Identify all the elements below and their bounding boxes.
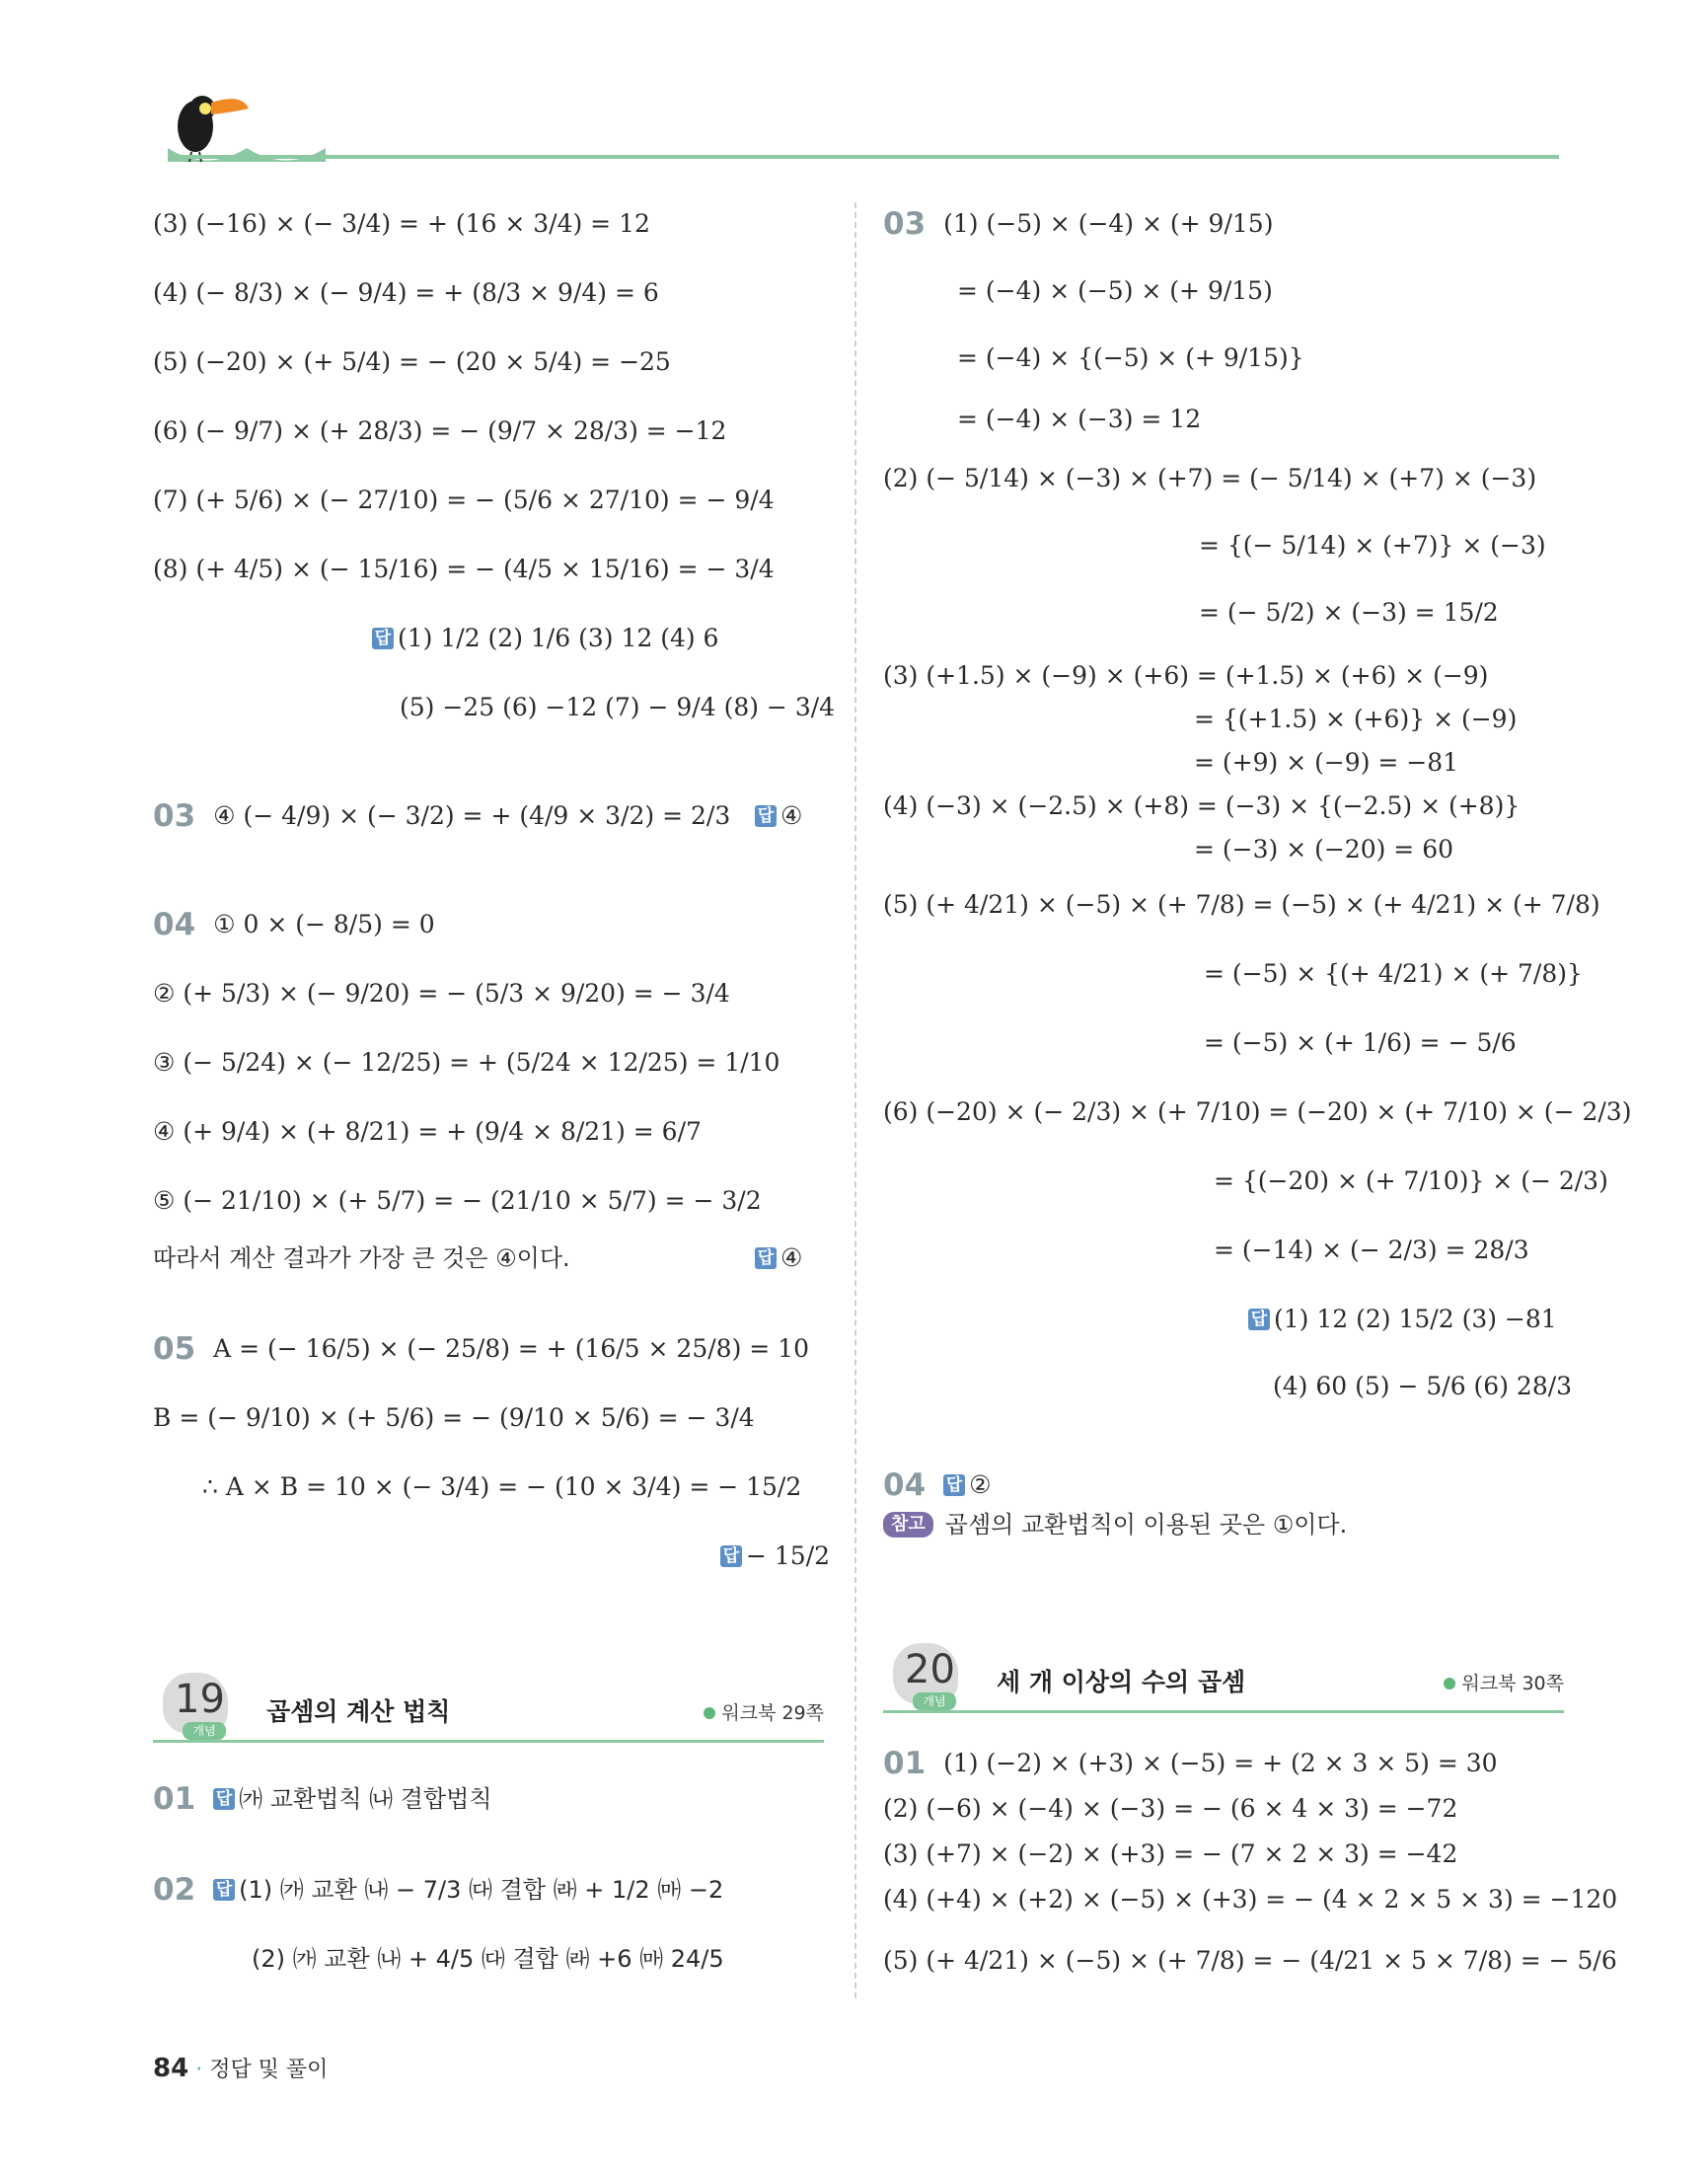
r-q03-line-7: = (− 5/2) × (−3) = 15/2 xyxy=(1199,598,1499,627)
r-q03-answer-row-2: (4) 60 (5) − 5/6 (6) 28/3 xyxy=(1273,1372,1573,1400)
q04-conclusion: 따라서 계산 결과가 가장 큰 것은 ④이다. xyxy=(153,1244,570,1272)
question-number: 01 xyxy=(883,1746,927,1781)
r-q03-line-4: = (−4) × (−3) = 12 xyxy=(957,405,1202,433)
section-title: 곱셈의 계산 법칙 xyxy=(266,1697,451,1726)
r-q03-line-6: = {(− 5/14) × (+7)} × (−3) xyxy=(1199,531,1546,560)
right-column xyxy=(883,192,1632,2048)
q05-line-3: ∴ A × B = 10 × (− 3/4) = − (10 × 3/4) = − 15/2 xyxy=(202,1472,802,1501)
answer-mark: 답 xyxy=(720,1545,742,1567)
r-q03-line-13: (5) (+ 4/21) × (−5) × (+ 7/8) = (−5) × (+ 4/21) × (+ 7/8) xyxy=(883,890,1600,919)
page-footer: 84 · 정답 및 풀이 xyxy=(153,2054,329,2083)
r-q04: 04 답 ② xyxy=(883,1467,992,1503)
left-column xyxy=(153,192,836,2048)
q04-line-2: ② (+ 5/3) × (− 9/20) = − (5/3 × 9/20) = − 3/4 xyxy=(153,979,730,1008)
answer-mark: 답 xyxy=(943,1474,965,1496)
r-q03-line-3: = (−4) × {(−5) × (+ 9/15)} xyxy=(957,343,1304,372)
s20-q01-line-1: 01 (1) (−2) × (+3) × (−5) = + (2 × 3 × 5) = 30 xyxy=(883,1746,1498,1781)
q04-line-4: ④ (+ 9/4) × (+ 8/21) = + (9/4 × 8/21) = 6/7 xyxy=(153,1117,702,1146)
s19-q02-row-2: (2) ㈎ 교환 ㈏ + 4/5 ㈐ 결합 ㈑ +6 ㈒ 24/5 xyxy=(252,1945,724,1973)
q05-line-1: 05 A = (− 16/5) × (− 25/8) = + (16/5 × 25/8) = 10 xyxy=(153,1331,809,1367)
question-number: 05 xyxy=(153,1331,196,1367)
section-19-header xyxy=(153,1673,824,1752)
r-q03-line-5: (2) (− 5/14) × (−3) × (+7) = (− 5/14) × (+7) × (−3) xyxy=(883,464,1537,492)
footer-label: 정답 및 풀이 xyxy=(209,2058,329,2082)
s20-q01-line-2: (2) (−6) × (−4) × (−3) = − (6 × 4 × 3) = −72 xyxy=(883,1794,1458,1823)
q04-line-1: 04 ① 0 × (− 8/5) = 0 xyxy=(153,907,435,942)
answer-mark: 답 xyxy=(755,805,777,827)
answer-mark: 답 xyxy=(755,1247,777,1269)
q04-line-3: ③ (− 5/24) × (− 12/25) = + (5/24 × 12/25) = 1/10 xyxy=(153,1048,780,1077)
q03-answer: 답 ④ xyxy=(755,796,802,836)
r-q03-line-11: (4) (−3) × (−2.5) × (+8) = (−3) × {(−2.5) × (+8)} xyxy=(883,791,1521,820)
r-q03-line-1: 03 (1) (−5) × (−4) × (+ 9/15) xyxy=(883,206,1274,242)
q02-line-8: (8) (+ 4/5) × (− 15/16) = − (4/5 × 15/16) = − 3/4 xyxy=(153,555,775,583)
q02-answer-row-2: (5) −25 (6) −12 (7) − 9/4 (8) − 3/4 xyxy=(400,693,836,721)
r-q03-line-10: = (+9) × (−9) = −81 xyxy=(1194,748,1459,777)
s19-q02-row-1: 02 답 (1) ㈎ 교환 ㈏ − 7/3 ㈐ 결합 ㈑ + 1/2 ㈒ −2 xyxy=(153,1872,724,1908)
question-number: 01 xyxy=(153,1781,196,1817)
q02-line-3: (3) (−16) × (− 3/4) = + (16 × 3/4) = 12 xyxy=(153,209,650,238)
column-divider xyxy=(854,202,856,1998)
s19-q01: 01 답 ㈎ 교환법칙 ㈏ 결합법칙 xyxy=(153,1781,492,1817)
answer-mark: 답 xyxy=(213,1879,235,1901)
q02-line-5: (5) (−20) × (+ 5/4) = − (20 × 5/4) = −25 xyxy=(153,347,671,376)
s20-q01-line-5: (5) (+ 4/21) × (−5) × (+ 7/8) = − (4/21 × 5 × 7/8) = − 5/6 xyxy=(883,1946,1617,1975)
q05-answer: 답 − 15/2 xyxy=(720,1537,830,1576)
r-q03-line-8: (3) (+1.5) × (−9) × (+6) = (+1.5) × (+6) × (−9) xyxy=(883,661,1489,690)
section-tag: 개념 xyxy=(913,1692,956,1710)
section-number: 20 xyxy=(905,1647,955,1692)
question-number: 03 xyxy=(883,206,927,242)
r-q03-line-14: = (−5) × {(+ 4/21) × (+ 7/8)} xyxy=(1204,959,1583,988)
answer-mark: 답 xyxy=(372,628,394,649)
section-tag: 개념 xyxy=(183,1722,226,1740)
toucan-icon xyxy=(148,79,405,178)
r-q03-line-18: = (−14) × (− 2/3) = 28/3 xyxy=(1214,1236,1529,1264)
question-number: 03 xyxy=(153,798,196,834)
answer-mark: 답 xyxy=(1248,1309,1270,1330)
q02-answer-row-1: 답 (1) 1/2 (2) 1/6 (3) 12 (4) 6 xyxy=(372,619,718,658)
r-q03-line-9: = {(+1.5) × (+6)} × (−9) xyxy=(1194,705,1518,733)
workbook-ref: 워크북 30쪽 xyxy=(1444,1669,1564,1695)
question-number: 02 xyxy=(153,1872,196,1908)
answer-mark: 답 xyxy=(213,1788,235,1810)
r-q04-reference: 참고 곱셈의 교환법칙이 이용된 곳은 ①이다. xyxy=(883,1505,1347,1544)
section-title: 세 개 이상의 수의 곱셈 xyxy=(997,1668,1246,1696)
q03-line: 03 ④ (− 4/9) × (− 3/2) = + (4/9 × 3/2) = 2/3 xyxy=(153,798,731,834)
s20-q01-line-3: (3) (+7) × (−2) × (+3) = − (7 × 2 × 3) = −42 xyxy=(883,1839,1458,1868)
q02-line-4: (4) (− 8/3) × (− 9/4) = + (8/3 × 9/4) = 6 xyxy=(153,278,659,307)
r-q03-line-17: = {(−20) × (+ 7/10)} × (− 2/3) xyxy=(1214,1166,1608,1195)
section-number: 19 xyxy=(175,1677,225,1722)
r-q03-line-15: = (−5) × (+ 1/6) = − 5/6 xyxy=(1204,1028,1517,1057)
reference-badge: 참고 xyxy=(883,1512,933,1538)
question-number: 04 xyxy=(883,1467,927,1503)
r-q03-answer-row-1: 답 (1) 12 (2) 15/2 (3) −81 xyxy=(1248,1300,1557,1339)
q04-line-5: ⑤ (− 21/10) × (+ 5/7) = − (21/10 × 5/7) = − 3/2 xyxy=(153,1186,762,1215)
r-q03-line-16: (6) (−20) × (− 2/3) × (+ 7/10) = (−20) × (+ 7/10) × (− 2/3) xyxy=(883,1097,1632,1126)
s20-q01-line-4: (4) (+4) × (+2) × (−5) × (+3) = − (4 × 2 × 5 × 3) = −120 xyxy=(883,1885,1618,1913)
q05-line-2: B = (− 9/10) × (+ 5/6) = − (9/10 × 5/6) = − 3/4 xyxy=(153,1403,755,1432)
q04-answer: 답 ④ xyxy=(755,1238,802,1278)
q02-line-7: (7) (+ 5/6) × (− 27/10) = − (5/6 × 27/10) = − 9/4 xyxy=(153,486,775,514)
section-20-header xyxy=(883,1643,1564,1722)
workbook-ref: 워크북 29쪽 xyxy=(704,1698,824,1725)
r-q03-line-2: = (−4) × (−5) × (+ 9/15) xyxy=(957,276,1273,305)
q02-line-6: (6) (− 9/7) × (+ 28/3) = − (9/7 × 28/3) = −12 xyxy=(153,416,727,445)
page-header xyxy=(148,79,1559,188)
page-number: 84 xyxy=(153,2054,189,2083)
question-number: 04 xyxy=(153,907,196,942)
r-q03-line-12: = (−3) × (−20) = 60 xyxy=(1194,835,1454,863)
